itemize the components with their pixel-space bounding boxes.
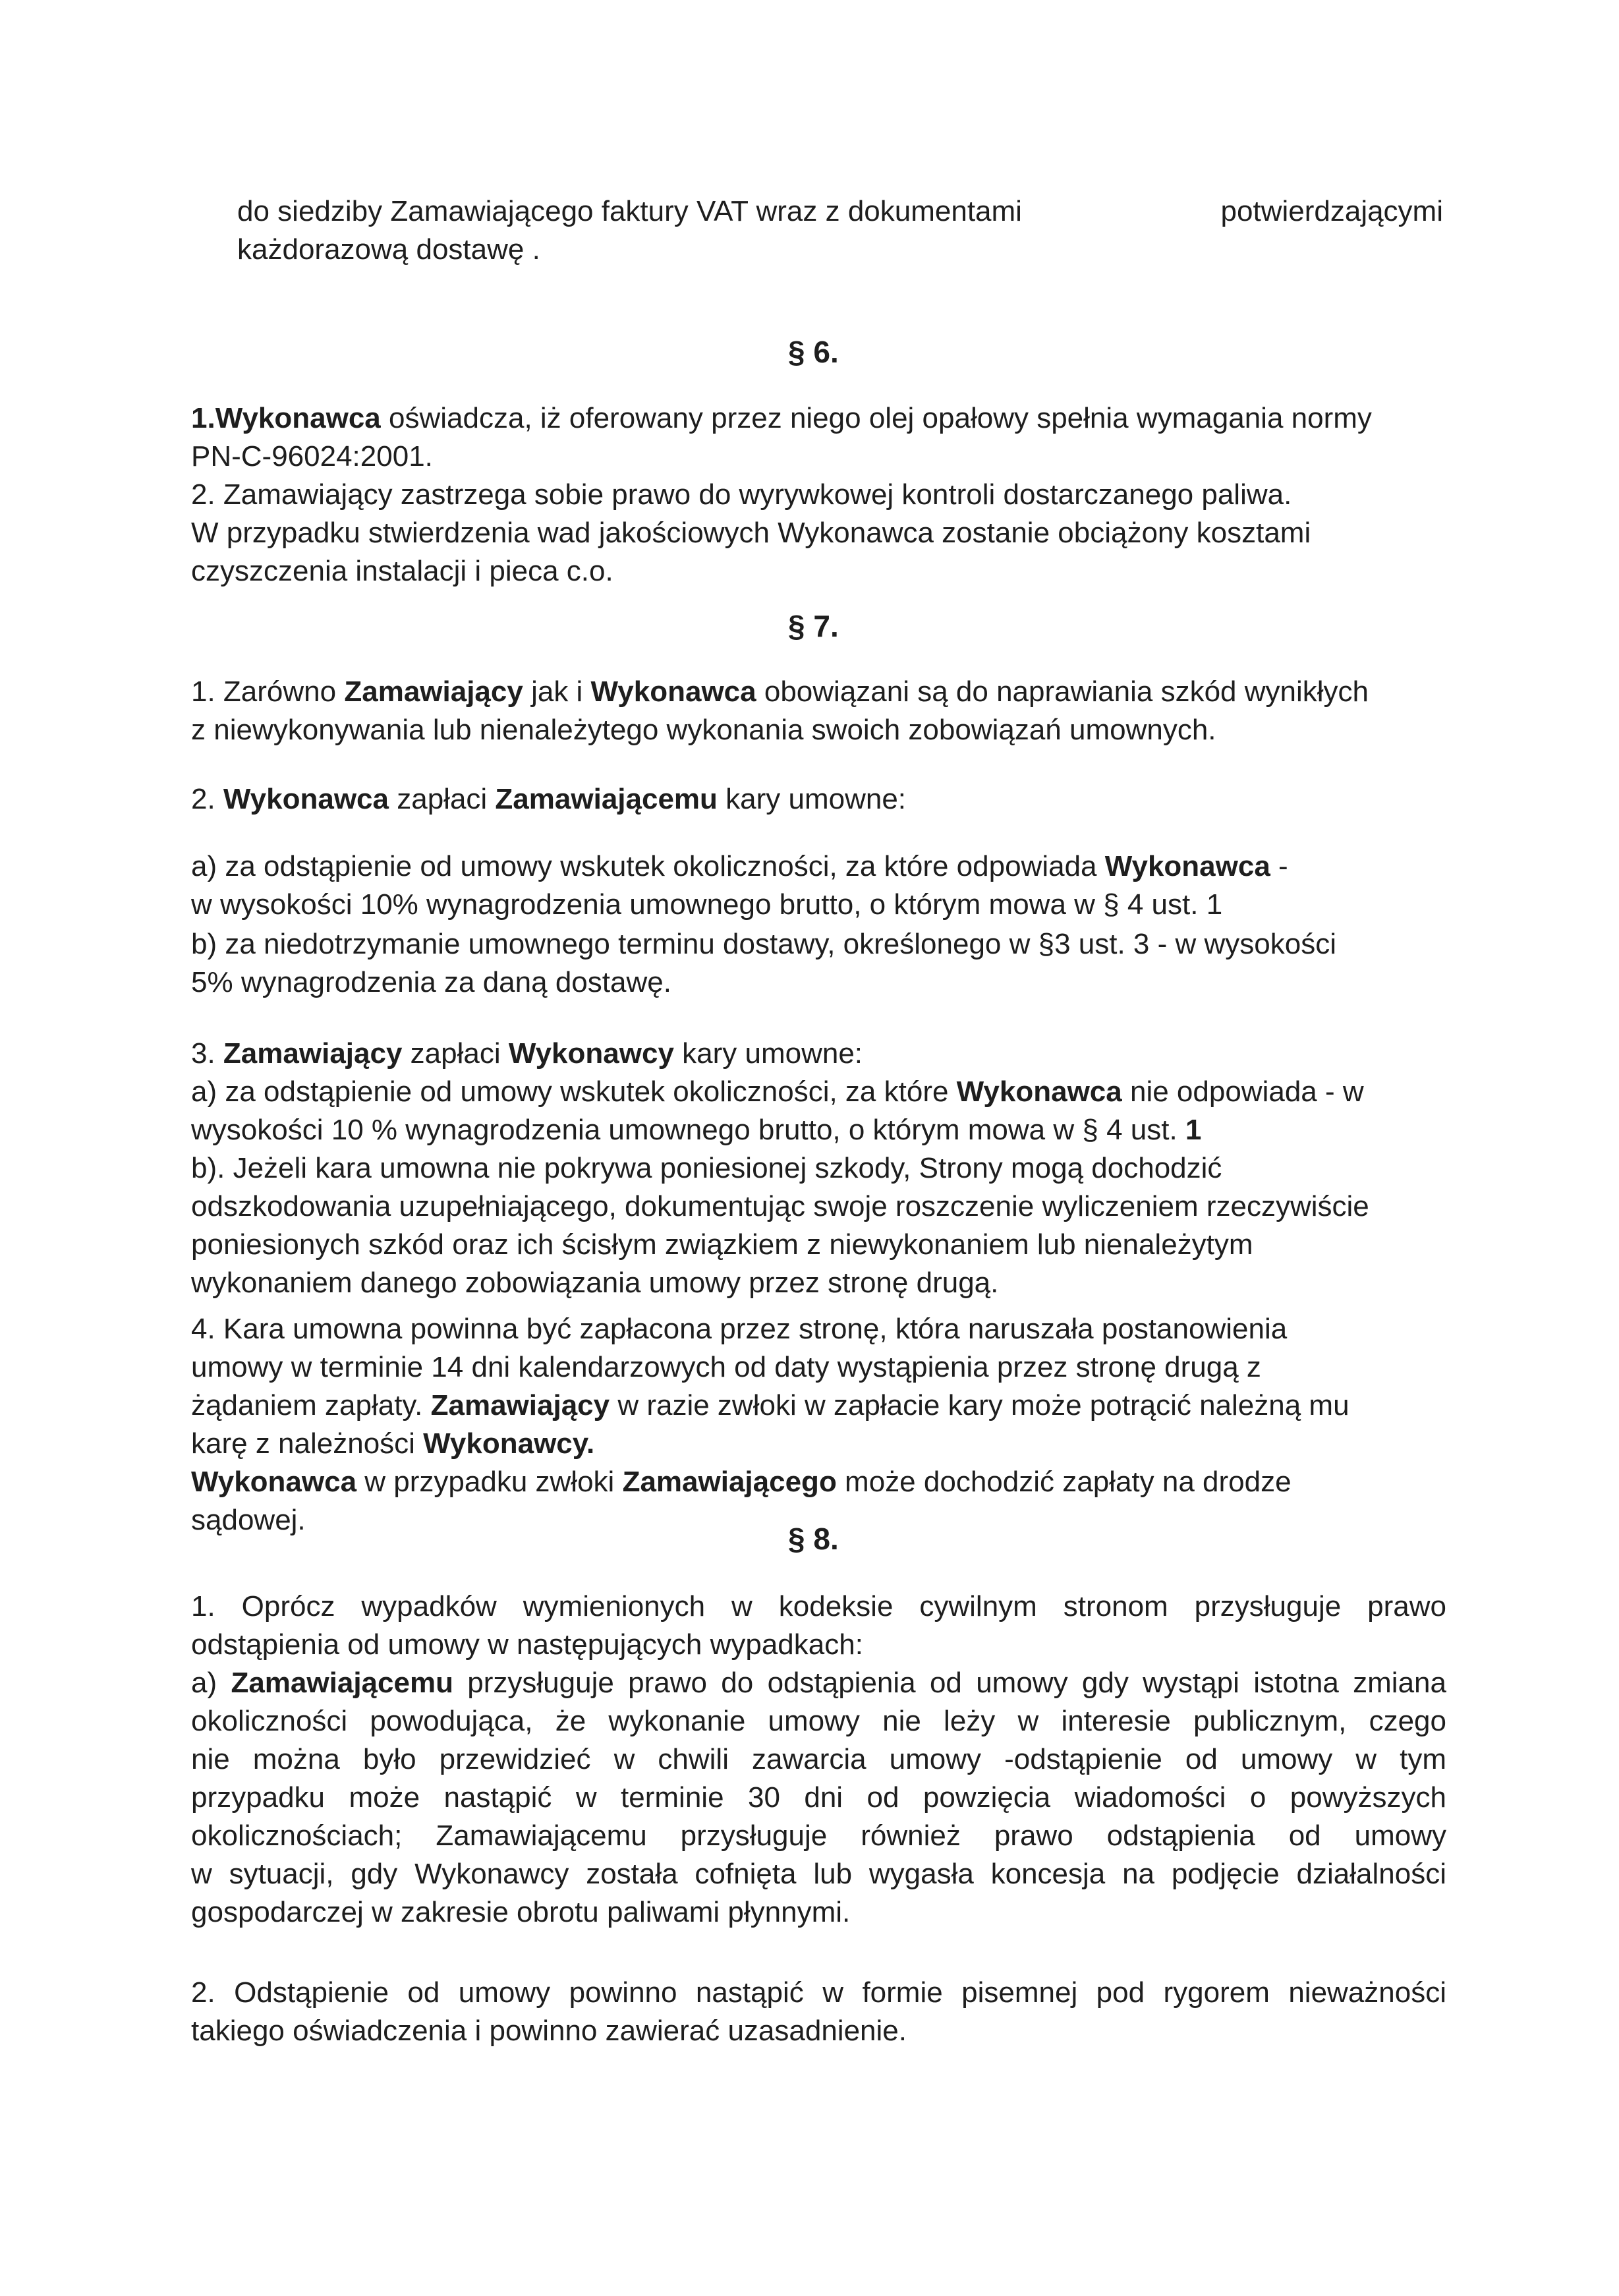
s7-p2-text-3: kary umowne: (717, 783, 907, 815)
s7-p3-party-1: Zamawiający (223, 1037, 403, 1070)
s7-p4-text-1: żądaniem zapłaty. (191, 1389, 431, 1421)
s8-p1-a-text-2: przysługuje prawo do odstąpienia od umowy gdy wystąpi istotna zmiana (453, 1667, 1446, 1699)
s7-p4-line-2: umowy w terminie 14 dni kalendarzowych od daty wystąpienia przez stronę drugą z (191, 1351, 1261, 1383)
s7-p3-a-line-2 (191, 1111, 1446, 1149)
s7-p4-party-3: Wykonawca (191, 1466, 357, 1498)
s7-p4-line-1: 4. Kara umowna powinna być zapłacona przez stronę, która naruszała postanowienia (191, 1313, 1288, 1345)
s7-paragraph-2 (191, 780, 1446, 818)
s8-p1-a-party: Zamawiającemu (231, 1667, 453, 1699)
s7-p2a-text-2: - (1270, 850, 1288, 882)
s8-p1-line-6: przypadku może nastąpić w terminie 30 dni od powzięcia wiadomości o powyższych (191, 1781, 1446, 1814)
s8-p2-line-1: 2. Odstąpienie od umowy powinno nastąpić w formie pisemnej pod rygorem nieważności (191, 1976, 1446, 2009)
s7-p2-line-1 (191, 780, 1446, 818)
s8-paragraph-2 (191, 1974, 1446, 2050)
s7-p1-party-2: Wykonawca (590, 675, 756, 708)
s8-p1-line-7: okolicznościach; Zamawiającemu przysługuje również prawo odstąpienia od umowy (191, 1820, 1446, 1852)
s7-p4-text-5: może dochodzić zapłaty na drodze (836, 1466, 1292, 1498)
s7-p4-text-3: karę z należności (191, 1427, 424, 1460)
intro-line-1-end: potwierdzającymi (1220, 195, 1443, 227)
s7-paragraph-1 (191, 673, 1446, 749)
s7-p4-line-5 (191, 1463, 1446, 1501)
s8-p1-line-5: nie można było przewidzieć w chwili zawarcia umowy -odstąpienie od umowy w tym (191, 1743, 1446, 1775)
section-heading-7: § 7. (788, 609, 839, 643)
s8-p1-line-3 (191, 1664, 1446, 1702)
s7-p3-a-line-1 (191, 1073, 1446, 1111)
s7-p3-b-line-4: wykonaniem danego zobowiązania umowy przez stronę drugą. (191, 1267, 999, 1299)
s7-p2b-line-1: b) za niedotrzymanie umownego terminu dostawy, określonego w §3 ust. 3 - w wysokości (191, 928, 1336, 960)
s8-paragraph-1 (191, 1588, 1446, 1932)
s7-p2-text-1: 2. (191, 783, 223, 815)
s7-p1-text-2: jak i (523, 675, 591, 708)
s7-paragraph-2a (191, 847, 1446, 924)
s7-p3-a-party: Wykonawca (956, 1076, 1122, 1108)
s8-p1-line-1: 1. Oprócz wypadków wymienionych w kodeksie cywilnym stronom przysługuje prawo (191, 1590, 1446, 1622)
s7-p3-line-1 (191, 1035, 1446, 1073)
s7-p1-party-1: Zamawiający (344, 675, 523, 708)
intro-line-1-text: do siedziby Zamawiającego faktury VAT wraz z dokumentami (237, 195, 1022, 227)
s7-p3-a-text-3: wysokości 10 % wynagrodzenia umownego brutto, o którym mowa w § 4 ust. (191, 1114, 1185, 1146)
s7-p3-party-2: Wykonawcy (508, 1037, 674, 1070)
s8-p1-line-4: okoliczności powodująca, że wykonanie umowy nie leży w interesie publicznym, czego (191, 1705, 1446, 1737)
s7-p4-line-3 (191, 1387, 1446, 1425)
s7-paragraph-4 (191, 1310, 1446, 1539)
s8-p2-line-2: takiego oświadczenia i powinno zawierać uzasadnienie. (191, 2015, 907, 2047)
s7-p4-line-6: sądowej. (191, 1504, 306, 1536)
s7-p2a-line-2: w wysokości 10% wynagrodzenia umownego brutto, o którym mowa w § 4 ust. 1 (191, 888, 1223, 921)
s7-p3-a-number: 1 (1185, 1114, 1202, 1146)
s8-p1-line-9: gospodarczej w zakresie obrotu paliwami płynnymi. (191, 1896, 851, 1928)
s7-p2-party-2: Zamawiającemu (495, 783, 718, 815)
s7-p3-text-3: kary umowne: (673, 1037, 863, 1070)
s6-p2-line-3: czyszczenia instalacji i pieca c.o. (191, 555, 613, 587)
s8-p1-line-2: odstąpienia od umowy w następujących wypadkach: (191, 1628, 863, 1661)
s7-p4-party-2: Wykonawcy. (423, 1427, 595, 1460)
s7-p2a-line-1 (191, 847, 1446, 886)
s6-p1-line-1 (191, 399, 1446, 438)
s7-p1-text-1: 1. Zarówno (191, 675, 345, 708)
s7-p3-b-line-2: odszkodowania uzupełniającego, dokumentując swoje roszczenie wyliczeniem rzeczywiście (191, 1190, 1369, 1222)
s7-p1-line-1 (191, 673, 1446, 711)
s7-p2-party-1: Wykonawca (223, 783, 389, 815)
s7-paragraph-2b (191, 925, 1446, 1002)
s7-p4-line-4 (191, 1425, 1446, 1463)
section-heading-6: § 6. (788, 335, 839, 369)
s7-p3-a-text-2: nie odpowiada - w (1122, 1076, 1364, 1108)
section-heading-8: § 8. (788, 1522, 839, 1556)
s6-p2-line-2: W przypadku stwierdzenia wad jakościowych Wykonawca zostanie obciążony kosztami (191, 517, 1311, 549)
intro-line-1 (237, 192, 1443, 231)
s7-p4-text-4: w przypadku zwłoki (356, 1466, 623, 1498)
s7-p3-a-text-1: a) za odstąpienie od umowy wskutek okoliczności, za które (191, 1076, 957, 1108)
intro-paragraph (237, 192, 1443, 269)
s7-p2b-line-2: 5% wynagrodzenia za daną dostawę. (191, 966, 671, 998)
s7-p3-text-1: 3. (191, 1037, 223, 1070)
s7-paragraph-3 (191, 1035, 1446, 1302)
s7-p2a-party: Wykonawca (1104, 850, 1270, 882)
s7-p3-b-line-3: poniesionych szkód oraz ich ścisłym związkiem z niewykonaniem lub nienależytym (191, 1228, 1253, 1261)
s6-paragraph-1 (191, 399, 1446, 476)
s8-p1-a-text-1: a) (191, 1667, 231, 1699)
s6-p1-text: oświadcza, iż oferowany przez niego olej opałowy spełnia wymagania normy (380, 402, 1372, 434)
s7-p4-party-4: Zamawiającego (622, 1466, 837, 1498)
s7-p1-line-2: z niewykonywania lub nienależytego wykonania swoich zobowiązań umownych. (191, 714, 1216, 746)
s7-p3-text-2: zapłaci (402, 1037, 509, 1070)
s8-p1-line-8: w sytuacji, gdy Wykonawcy została cofnięta lub wygasła koncesja na podjęcie działalności (191, 1858, 1446, 1890)
s7-p4-party-1: Zamawiający (430, 1389, 610, 1421)
s7-p2a-text-1: a) za odstąpienie od umowy wskutek okoliczności, za które odpowiada (191, 850, 1105, 882)
s6-paragraph-2 (191, 476, 1446, 590)
s6-p1-line-2: PN-C-96024:2001. (191, 440, 433, 473)
intro-line-2: każdorazową dostawę . (237, 233, 540, 266)
s6-p2-line-1: 2. Zamawiający zastrzega sobie prawo do wyrywkowej kontroli dostarczanego paliwa. (191, 478, 1292, 511)
s7-p3-b-line-1: b). Jeżeli kara umowna nie pokrywa poniesionej szkody, Strony mogą dochodzić (191, 1152, 1222, 1184)
s7-p2-text-2: zapłaci (389, 783, 496, 815)
s6-p1-party: Wykonawca (215, 402, 381, 434)
s7-p4-text-2: w razie zwłoki w zapłacie kary może potrącić należną mu (610, 1389, 1349, 1421)
s7-p1-text-3: obowiązani są do naprawiania szkód wynikłych (756, 675, 1369, 708)
s6-p1-number: 1. (191, 402, 215, 434)
